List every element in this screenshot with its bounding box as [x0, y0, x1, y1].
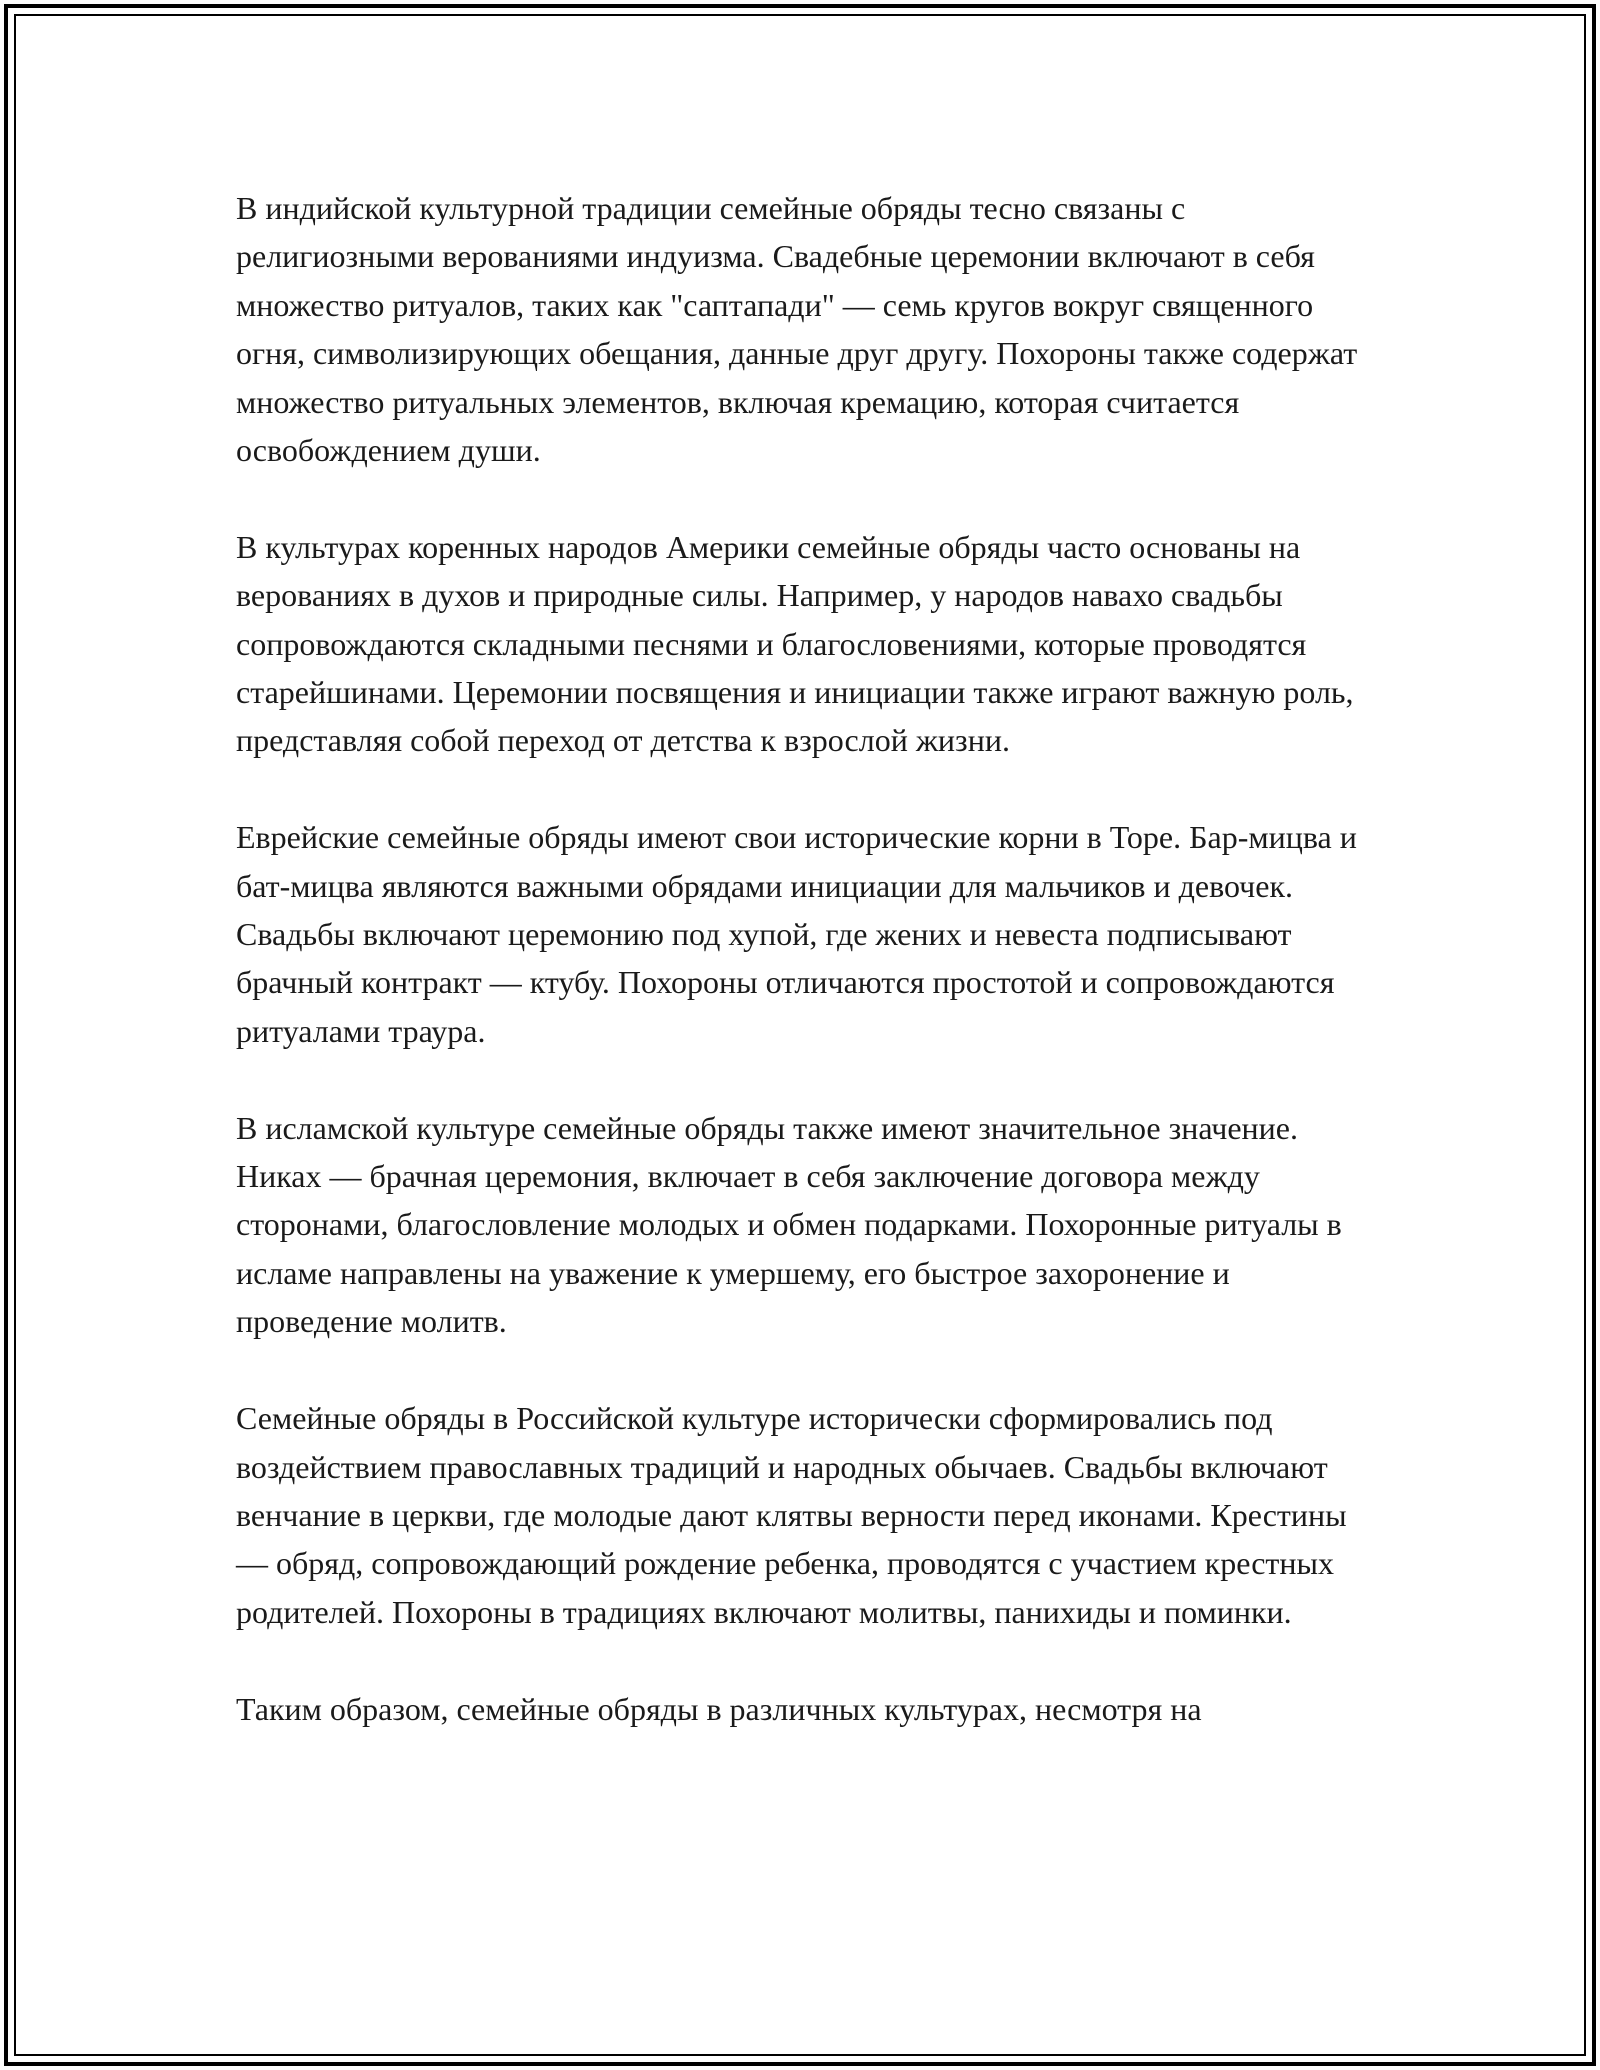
paragraph-russia: Семейные обряды в Российской культуре исторически сформировались под воздействием православных традиций и народных обычаев. Свадьбы включают венчание в церкви, где молодые дают клятвы верности перед иконами. Крестины — обряд, сопровождающий рождение ребенка, проводятся с участием крестных родителей. Похороны в традициях включают молитвы, панихиды и поминки.: [236, 1400, 1347, 1630]
document-body: [236, 184, 1386, 1733]
paragraph-islam: В исламской культуре семейные обряды также имеют значительное значение. Никах — брачная церемония, включает в себя заключение договора между сторонами, благословление молодых и обмен подарками. Похоронные ритуалы в исламе направлены на уважение к умершему, его быстрое захоронение и проведение молитв.: [236, 1109, 1342, 1340]
paragraph-jewish: Еврейские семейные обряды имеют свои исторические корни в Торе. Бар-мицва и бат-мицва являются важными обрядами инициации для мальчиков и девочек. Свадьбы включают церемонию под хупой, где жених и невеста подписывают брачный контракт — ктубу. Похороны отличаются простотой и сопровождаются ритуалами траура.: [236, 819, 1357, 1049]
paragraph-india: В индийской культурной традиции семейные обряды тесно связаны с религиозными верованиями индуизма. Свадебные церемонии включают в себя множество ритуалов, таких как "саптапади" — семь кругов вокруг священного огня, символизирующих обещания, данные друг другу. Похороны также содержат множество ритуальных элементов, включая кремацию, которая считается освобождением души.: [236, 190, 1358, 469]
paragraph-conclusion: Таким образом, семейные обряды в различных культурах, несмотря на: [236, 1690, 1202, 1727]
paragraph-native-america: В культурах коренных народов Америки семейные обряды часто основаны на верованиях в духов и природные силы. Например, у народов навахо свадьбы сопровождаются складными песнями и благословениями, которые проводятся старейшинами. Церемонии посвящения и инициации также играют важную роль, представляя собой переход от детства к взрослой жизни.: [236, 528, 1354, 759]
